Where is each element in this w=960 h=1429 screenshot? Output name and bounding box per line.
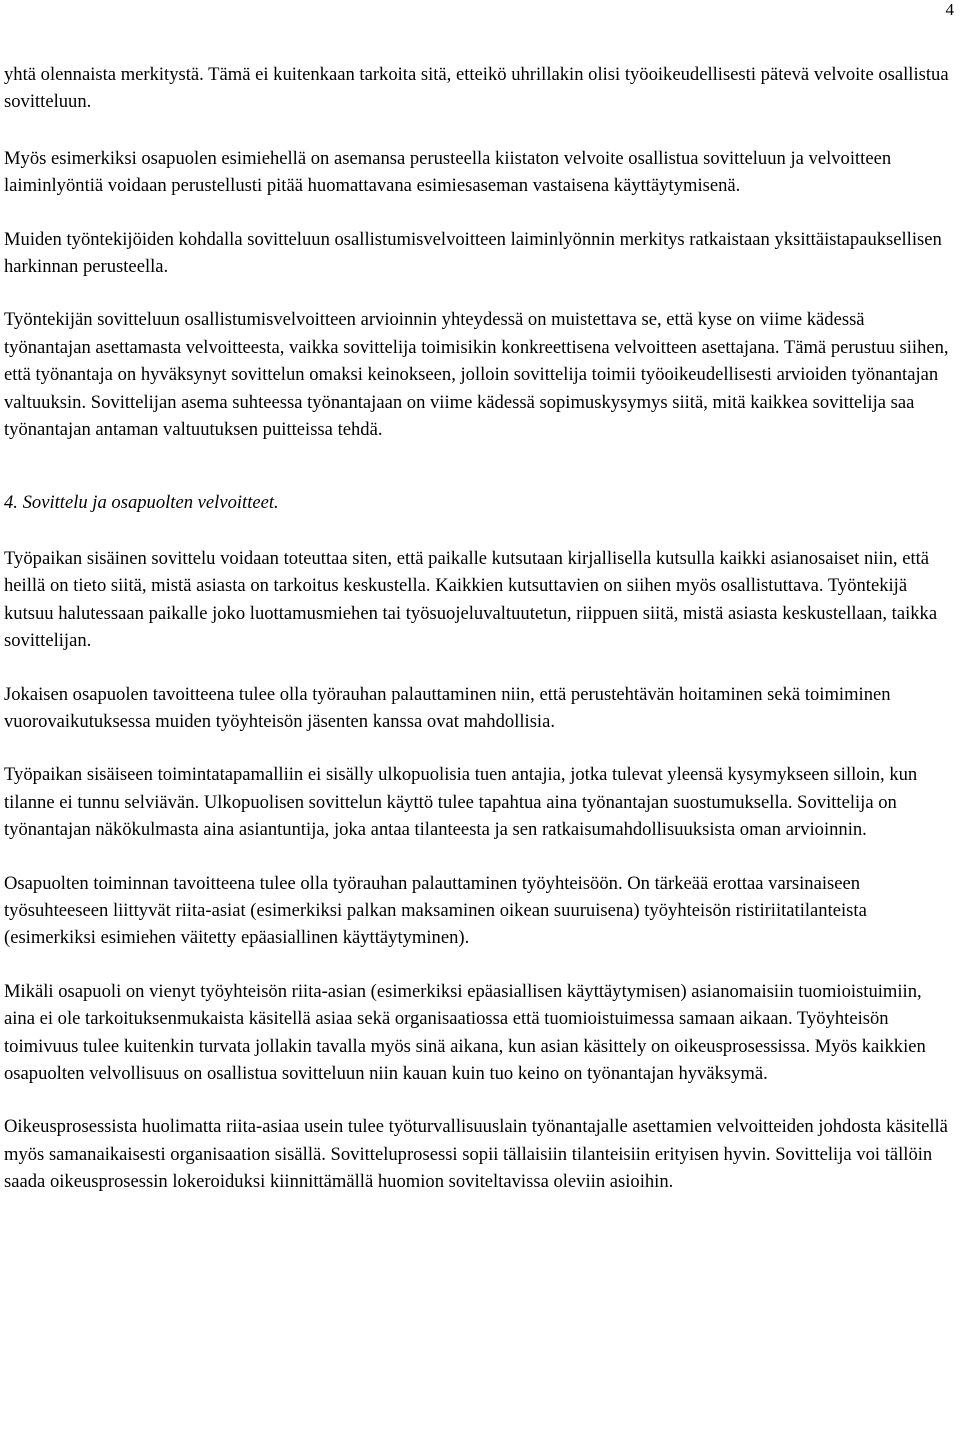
document-body <box>4 61 950 1222</box>
paragraph: Muiden työntekijöiden kohdalla sovitteluun osallistumisvelvoitteen laiminlyönnin merkitys ratkaistaan yksittäistapauksellisen harkinnan perusteella. <box>4 228 942 278</box>
paragraph: Oikeusprosessista huolimatta riita-asiaa usein tulee työturvallisuuslain työnantajalle asettamien velvoitteiden johdosta käsitellä myös samanaikaisesti organisaation sisällä. Sovitteluprosessi sopii tällaisiin tilanteisiin erityisen hyvin. Sovittelija voi tällöin saada oikeusprosessin lokeroiduksi kiinnittämällä huomion soviteltavissa oleviin asioihin. <box>4 1116 948 1193</box>
paragraph: Työpaikan sisäinen sovittelu voidaan toteuttaa siten, että paikalle kutsutaan kirjallisella kutsulla kaikki asianosaiset niin, että heillä on tieto siitä, mistä asiasta on tarkoitus keskustella. Kaikkien kutsuttavien on siihen myös osallistuttava. Työntekijä kutsuu halutessaan paikalle joko luottamusmiehen tai työsuojeluvaltuutetun, riippuen siitä, mistä asiasta keskustellaan, taikka sovittelijan. <box>4 547 938 652</box>
paragraph: Mikäli osapuoli on vienyt työyhteisön riita-asian (esimerkiksi epäasiallisen käyttäytymisen) asianomaisiin tuomioistuimiin, aina ei ole tarkoituksenmukaista käsitellä asiaa sekä organisaatiossa että tuomioistuimessa samaan aikaan. Työyhteisön toimivuus tulee kuitenkin turvata jollakin tavalla myös sinä aikana, kun asian käsittely on oikeusprosessissa. Myös kaikkien osapuolten velvollisuus on osallistua sovitteluun niin kauan kuin tuo keino on työnantajan hyväksymä. <box>4 980 926 1084</box>
paragraph: Myös esimerkiksi osapuolen esimiehellä on asemansa perusteella kiistaton velvoite osallistua sovitteluun ja velvoitteen laiminlyöntiä voidaan perustellusti pitää huomattavana esimiesaseman vastaisena käyttäytymisenä. <box>4 147 892 197</box>
section-heading: 4. Sovittelu ja osapuolten velvoitteet. <box>4 492 279 514</box>
paragraph: Työpaikan sisäiseen toimintatapamalliin ei sisälly ulkopuolisia tuen antajia, jotka tulevat yleensä kysymykseen silloin, kun tilanne ei tunnu selviävän. Ulkopuolisen sovittelun käyttö tulee tapahtua aina työnantajan suostumuksella. Sovittelija on työnantajan näkökulmasta aina asiantuntija, joka antaa tilanteesta ja sen ratkaisumahdollisuuksista oman arvioinnin. <box>4 764 918 841</box>
paragraph: Työntekijän sovitteluun osallistumisvelvoitteen arvioinnin yhteydessä on muistettava se, että kyse on viime kädessä työnantajan asettamasta velvoitteesta, vaikka sovittelija toimisikin konkreettisena velvoitteen asettajana. Tämä perustuu siihen, että työnantaja on hyväksynyt sovittelun omaksi keinokseen, jolloin sovittelija toimii työoikeudellisesti arvioiden työnantajan valtuuksin. Sovittelijan asema suhteessa työnantajaan on viime kädessä sopimuskysymys siitä, mitä kaikkea sovittelija saa työnantajan antaman valtuutuksen puitteissa tehdä. <box>4 309 949 441</box>
paragraph: yhtä olennaista merkitystä. Tämä ei kuitenkaan tarkoita sitä, etteikö uhrillakin olisi työoikeudellisesti pätevä velvoite osallistua sovitteluun. <box>4 64 949 113</box>
page-number: 4 <box>945 0 954 19</box>
paragraph: Osapuolten toiminnan tavoitteena tulee olla työrauhan palauttaminen työyhteisöön. On tärkeää erottaa varsinaiseen työsuhteeseen liittyvät riita-asiat (esimerkiksi palkan maksaminen oikean suuruisena) työyhteisön ristiriitatilanteista (esimerkiksi esimiehen väitetty epäasiallinen käyttäytyminen). <box>4 872 867 949</box>
paragraph: Jokaisen osapuolen tavoitteena tulee olla työrauhan palauttaminen niin, että perustehtävän hoitaminen sekä toimiminen vuorovaikutuksessa muiden työyhteisön jäsenten kanssa ovat mahdollisia. <box>4 683 891 732</box>
